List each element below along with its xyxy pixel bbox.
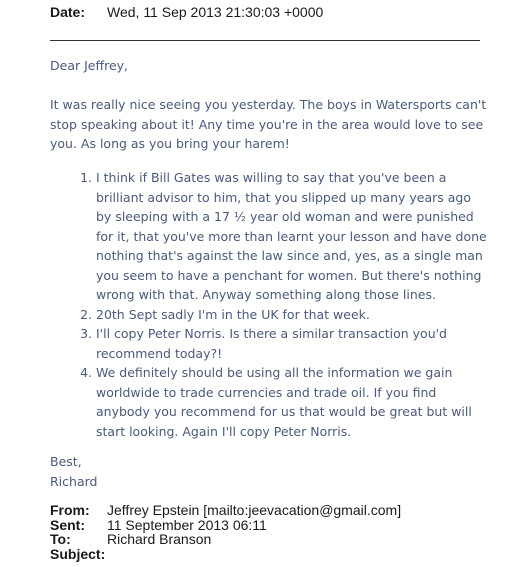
list-item: 4. We definitely should be using all the information we gain worldwide to trade currencies and trade oil. If you find anybody you recommend for us that would be great but will start looking. Again I'll copy Peter Norris. <box>96 363 490 441</box>
list-item: 1. I think if Bill Gates was willing to say that you've been a brilliant advisor to him, that you slipped up many years ago by sleeping with a 17 ½ year old woman and were punished for it, that you've more than learnt your lesson and have done nothing that's against the law since and, yes, as a single man you seem to have a penchant for women. But there's nothing wrong with that. Anyway something along those lines. <box>96 168 490 305</box>
signature: Richard <box>50 474 98 489</box>
from-value: Jeffrey Epstein [mailto:jeevacation@gmail.com] <box>107 502 402 518</box>
sent-row <box>50 518 401 533</box>
numbered-list <box>50 168 490 441</box>
list-item: 3. I'll copy Peter Norris. Is there a similar transaction you'd recommend today?! <box>96 324 490 363</box>
sent-value: 11 September 2013 06:11 <box>107 516 267 533</box>
date-value: Wed, 11 Sep 2013 21:30:03 +0000 <box>107 4 324 20</box>
list-item: 2. 20th Sept sadly I'm in the UK for that week. <box>96 305 490 325</box>
header-divider <box>50 40 480 41</box>
from-label: From: <box>50 502 90 518</box>
to-label: To: <box>50 531 71 547</box>
sent-label: Sent: <box>50 516 85 533</box>
greeting: Dear Jeffrey, <box>50 58 129 73</box>
subject-label: Subject: <box>50 545 106 562</box>
to-value: Richard Branson <box>107 531 212 547</box>
date-header <box>50 4 323 20</box>
subject-row <box>50 547 401 562</box>
date-label: Date: <box>50 4 86 20</box>
quoted-header <box>50 503 401 561</box>
intro-paragraph: It was really nice seeing you yesterday. The boys in Watersports can't stop speaking about it! Any time you're in the area would love to see you. As long as you bring your harem! <box>50 97 487 151</box>
from-row <box>50 503 401 518</box>
closing: Best, <box>50 454 82 469</box>
to-row <box>50 532 401 547</box>
